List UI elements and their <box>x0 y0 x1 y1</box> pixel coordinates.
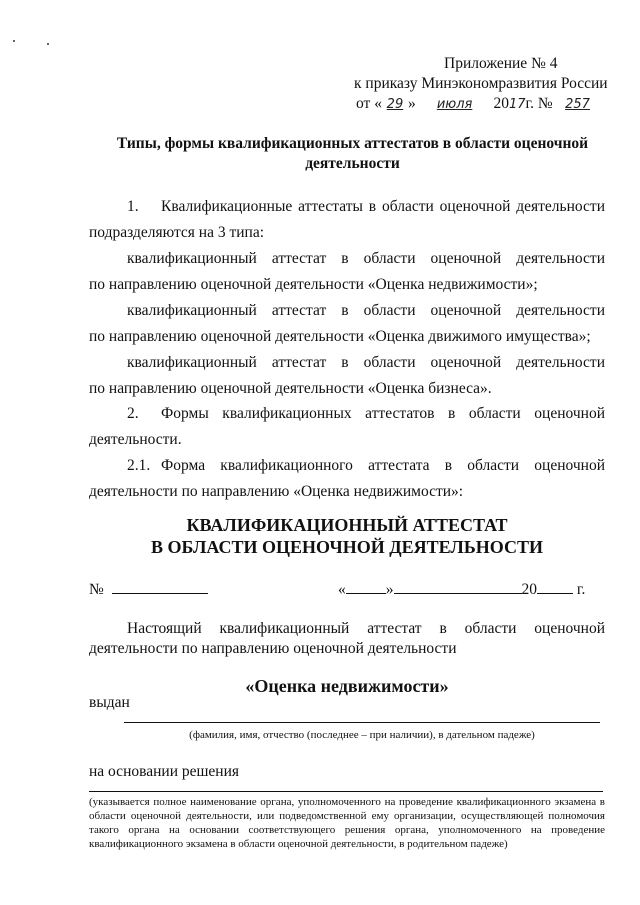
basis-label: на основании решения <box>89 763 240 780</box>
number-label: № <box>89 581 104 598</box>
order-reference: к приказу Минэкономразвития России <box>354 75 608 92</box>
certificate-direction: «Оценка недвижимости» <box>245 676 449 696</box>
handwritten-month: июля <box>436 97 473 112</box>
month-blank <box>394 577 522 594</box>
section-2-1-number: 2.1. <box>127 457 151 474</box>
order-date-line: от « 29 » июля 2017г. № 257 <box>354 94 616 115</box>
scan-speck <box>47 43 49 45</box>
handwritten-order-number: 257 <box>565 97 590 112</box>
section-1 <box>89 194 605 246</box>
certificate-title: КВАЛИФИКАЦИОННЫЙ АТТЕСТАТ В ОБЛАСТИ ОЦЕНОЧНОЙ ДЕЯТЕЛЬНОСТИ <box>151 515 543 557</box>
basis-line <box>89 791 603 792</box>
section-1-number: 1. <box>127 198 139 215</box>
scan-speck <box>13 40 15 42</box>
section-2: 2. Формы квалификационных аттестатов в области оценочной деятельности. <box>89 401 605 453</box>
issued-to-line <box>124 722 600 723</box>
issued-caption: (фамилия, имя, отчество (последнее – при наличии), в дательном падеже) <box>189 729 535 741</box>
appendix-number: Приложение № 4 <box>444 55 558 72</box>
section-1-text: Квалификационные аттестаты в области оценочной деятельности <box>161 198 605 215</box>
year-blank <box>537 577 573 594</box>
type-1: квалификационный аттестат в области оценочной деятельности по направлению оценочной деятельности «Оценка недвижимости»; <box>89 250 605 293</box>
number-blank <box>112 577 208 594</box>
appendix-header <box>354 54 616 115</box>
handwritten-year: 17 <box>508 97 526 112</box>
certificate-body: Настоящий квалификационный аттестат в области оценочной деятельности по направлению оценочной деятельности <box>89 620 605 657</box>
section-2-number: 2. <box>127 405 139 422</box>
issued-label: выдан <box>89 694 130 711</box>
basis-caption: (указывается полное наименование органа, уполномоченного на проведение квалификационного экзамена в области оценочной деятельности, или подведомственной ему организации, осуществляющей полномочия такого органа на основании соответствующего решения органа, уполномоченного на проведение квалификационного экзамена в области оценочной деятельности, в родительном падеже) <box>89 796 605 850</box>
certificate-number-field <box>89 577 208 599</box>
section-2-1: 2.1. Форма квалификационного аттестата в области оценочной деятельности по направлению «Оценка недвижимости»: <box>89 453 605 505</box>
section-1-text-cont: подразделяются на 3 типа: <box>89 224 265 241</box>
handwritten-day: 29 <box>386 97 404 112</box>
type-3: квалификационный аттестат в области оценочной деятельности по направлению оценочной деятельности «Оценка бизнеса». <box>89 354 605 397</box>
type-2: квалификационный аттестат в области оценочной деятельности по направлению оценочной деятельности «Оценка движимого имущества»; <box>89 302 605 345</box>
day-blank <box>346 577 386 594</box>
certificate-date-field: « » 20 г. <box>338 577 585 599</box>
document-title: Типы, формы квалификационных аттестатов в области оценочной деятельности <box>116 135 589 172</box>
